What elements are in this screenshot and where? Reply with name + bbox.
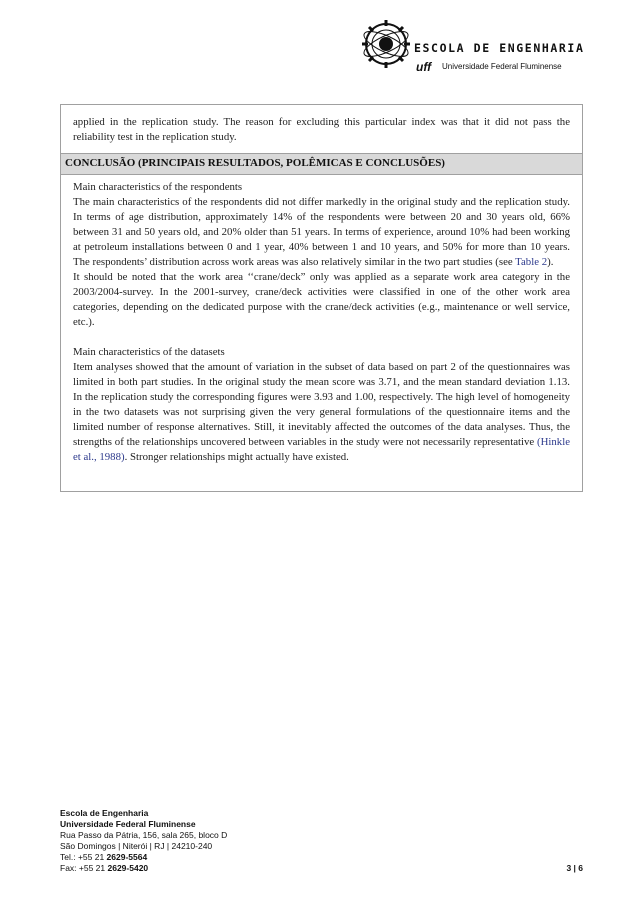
- fax-number: 2629-5420: [107, 863, 149, 873]
- school-logo: [358, 14, 585, 76]
- tel-label: Tel.: +55 21: [60, 852, 107, 862]
- footer-fax: [60, 863, 583, 874]
- content-box: [60, 104, 583, 492]
- fax-label: Fax: +55 21: [60, 863, 108, 873]
- section-body: [73, 180, 570, 465]
- footer-school: Escola de Engenharia: [60, 808, 149, 818]
- crane-deck-paragraph: It should be noted that the work area ‘‘crane/deck” only was applied as a separate work area category in the 2003/2004-survey. In the 2001-survey, crane/deck activities were classified in one of the other work area categories, depending on the dedicated purpose with the crane/deck activities (e.g., maintenance or well service, etc.).: [73, 271, 570, 328]
- section-title: CONCLUSÃO (PRINCIPAIS RESULTADOS, POLÊMICAS E CONCLUSÕES): [65, 157, 445, 169]
- footer-university: Universidade Federal Fluminense: [60, 819, 196, 829]
- paragraph-spacer: [73, 330, 570, 345]
- table-2-link[interactable]: Table 2: [515, 256, 548, 268]
- respondents-text: The main characteristics of the respondents did not differ markedly in the original study and the replication study. In terms of age distribution, approximately 14% of the respondents were between 20 and 30 years old, 66% between 31 and 50 years old, and 20% older than 51 years. In terms of experience, around 10% had been working at petroleum installations between 0 and 1 year, 40% between 1 and 10 years, and 50% for more than 10 years. The respondents’ distribution across work areas was also relatively similar in the two part studies (see: [73, 196, 570, 268]
- footer-telephone: [60, 852, 583, 863]
- intro-paragraph: applied in the replication study. The reason for excluding this particular index was that it did not pass the reliability test in the replication study.: [73, 116, 570, 143]
- page-footer: [60, 808, 583, 874]
- section-header: [61, 153, 582, 175]
- respondents-paragraph: [73, 195, 570, 270]
- respondents-text-end: ).: [547, 256, 554, 268]
- page-number: 3 | 6: [566, 863, 583, 873]
- datasets-text-end: . Stronger relationships might actually have existed.: [124, 451, 349, 463]
- datasets-text: Item analyses showed that the amount of variation in the subset of data based on part 2 of the questionnaires was limited in both part studies. In the original study the mean score was 3.71, and the mean standard deviation 1.13. In the replication study the corresponding figures were 3.93 and 1.00, respectively. The high level of homogeneity in the two datasets was not surprising given the very general formulations of the questionnaire items and the limited number of response alternatives. Still, it inevitably affected the outcomes of the data analyses. Thus, the strengths of the relationships uncovered between variables in the study were not necessarily representative: [73, 361, 570, 448]
- tel-number: 2629-5564: [106, 852, 148, 862]
- hinkle-citation-link[interactable]: (Hinkle et al., 1988): [73, 436, 570, 463]
- subsection-title-datasets: Main characteristics of the datasets: [73, 346, 225, 358]
- footer-city: São Domingos | Niterói | RJ | 24210-240: [60, 841, 213, 851]
- school-name: ESCOLA DE ENGENHARIA: [414, 41, 585, 55]
- subsection-title-respondents: Main characteristics of the respondents: [73, 181, 243, 193]
- footer-address: Rua Passo da Pátria, 156, sala 265, bloco D: [60, 830, 228, 840]
- uff-logo-mark: uff: [416, 60, 432, 74]
- university-name: Universidade Federal Fluminense: [442, 62, 562, 71]
- engineering-seal-icon: [360, 14, 412, 74]
- datasets-paragraph: [73, 360, 570, 465]
